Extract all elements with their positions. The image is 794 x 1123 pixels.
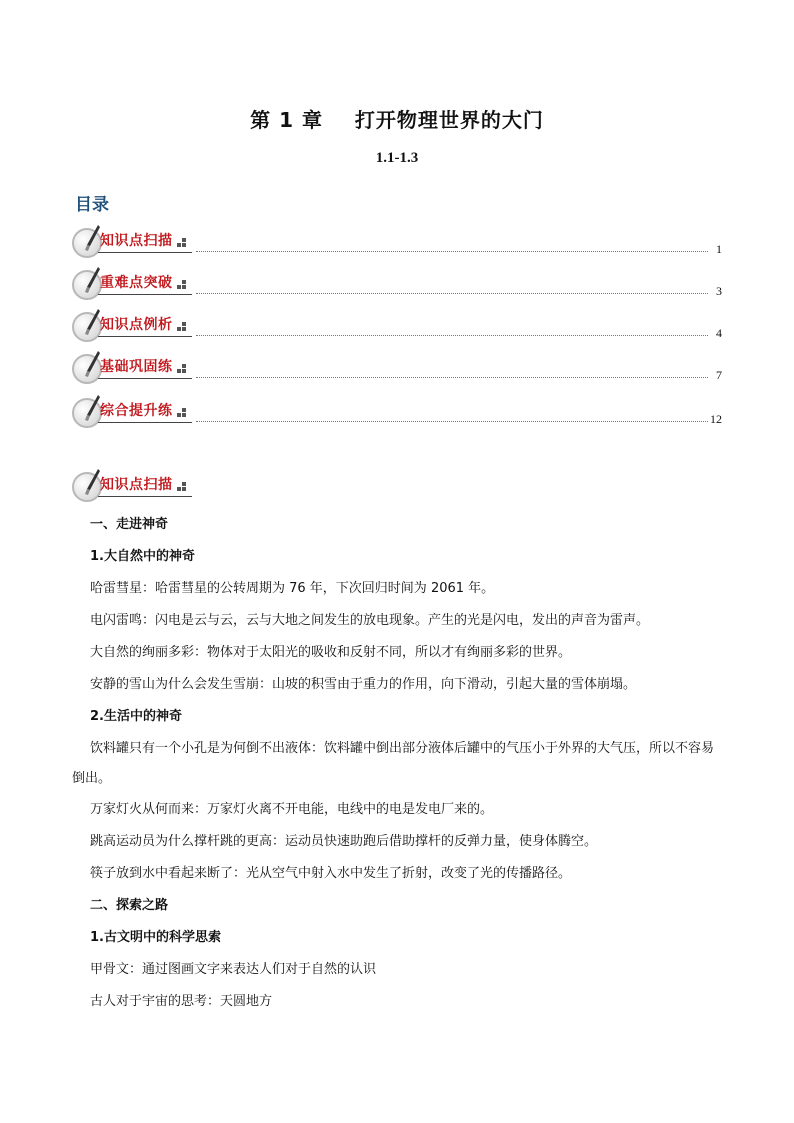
part1-heading: 一、走进神奇 xyxy=(90,517,169,532)
toc-heading: 目录 xyxy=(75,195,109,215)
toc-page-number: 12 xyxy=(710,412,722,426)
brush-icon xyxy=(82,266,102,296)
sub3-line: 甲骨文：通过图画文字来表达人们对于自然的认识 xyxy=(90,962,377,977)
toc-badge xyxy=(70,310,194,344)
sub1-line: 大自然的绚丽多彩：物体对于太阳光的吸收和反射不同，所以才有绚丽多彩的世界。 xyxy=(90,645,572,660)
sub3-line: 古人对于宇宙的思考：天圆地方 xyxy=(90,994,273,1009)
toc-leader-dots xyxy=(196,377,708,378)
sub2-line: 筷子放到水中看起来断了：光从空气中射入水中发生了折射，改变了光的传播路径。 xyxy=(90,866,572,881)
toc-entry-label: 基础巩固练 xyxy=(100,359,173,375)
toc-entry-label: 知识点例析 xyxy=(100,317,173,333)
corner-mark-icon xyxy=(177,238,186,247)
sub3-heading: 1.古文明中的科学思索 xyxy=(90,930,221,945)
section-badge xyxy=(70,470,194,504)
brush-icon xyxy=(82,308,102,338)
toc-leader-dots xyxy=(196,421,708,422)
section-badge-label: 知识点扫描 xyxy=(100,477,173,493)
toc-badge xyxy=(70,268,194,302)
toc-entry[interactable] xyxy=(70,310,722,346)
page-title: 第 1 章 打开物理世界的大门 xyxy=(250,108,544,132)
corner-mark-icon xyxy=(177,408,186,417)
toc-badge xyxy=(70,352,194,386)
toc-badge xyxy=(70,396,194,430)
toc-page-number: 7 xyxy=(716,368,722,382)
brush-icon xyxy=(82,224,102,254)
toc-entry-label: 综合提升练 xyxy=(100,403,173,419)
corner-mark-icon xyxy=(177,280,186,289)
brush-icon xyxy=(82,468,102,498)
toc-entry[interactable] xyxy=(70,226,722,262)
sub2-heading: 2.生活中的神奇 xyxy=(90,709,182,724)
toc-entry[interactable] xyxy=(70,268,722,304)
corner-mark-icon xyxy=(177,364,186,373)
toc-leader-dots xyxy=(196,251,708,252)
toc-entry[interactable] xyxy=(70,396,722,432)
toc-leader-dots xyxy=(196,335,708,336)
sub1-line: 哈雷彗星：哈雷彗星的公转周期为 76 年，下次回归时间为 2061 年。 xyxy=(90,581,495,596)
toc-entry-label: 知识点扫描 xyxy=(100,233,173,249)
sub1-line: 电闪雷鸣：闪电是云与云，云与大地之间发生的放电现象。产生的光是闪电，发出的声音为雷声。 xyxy=(90,613,650,628)
brush-icon xyxy=(82,394,102,424)
toc-leader-dots xyxy=(196,293,708,294)
page-subtitle: 1.1-1.3 xyxy=(375,150,419,166)
toc-page-number: 3 xyxy=(716,284,722,298)
part2-heading: 二、探索之路 xyxy=(90,898,169,913)
toc-entry[interactable] xyxy=(70,352,722,388)
corner-mark-icon xyxy=(177,322,186,331)
sub2-paragraph: 饮料罐只有一个小孔是为何倒不出液体：饮料罐中倒出部分液体后罐中的气压小于外界的大气压，所以不容易倒出。 xyxy=(72,741,715,786)
brush-icon xyxy=(82,350,102,380)
toc-badge xyxy=(70,226,194,260)
toc-page-number: 1 xyxy=(716,242,722,256)
sub2-line: 万家灯火从何而来：万家灯火离不开电能，电线中的电是发电厂来的。 xyxy=(90,802,494,817)
sub2-line: 跳高运动员为什么撑杆跳的更高：运动员快速助跑后借助撑杆的反弹力量，使身体腾空。 xyxy=(90,834,598,849)
toc-entry-label: 重难点突破 xyxy=(100,275,173,291)
sub1-heading: 1.大自然中的神奇 xyxy=(90,549,195,564)
corner-mark-icon xyxy=(177,482,186,491)
sub1-line: 安静的雪山为什么会发生雪崩：山坡的积雪由于重力的作用，向下滑动，引起大量的雪体崩塌。 xyxy=(90,677,637,692)
toc-page-number: 4 xyxy=(716,326,722,340)
